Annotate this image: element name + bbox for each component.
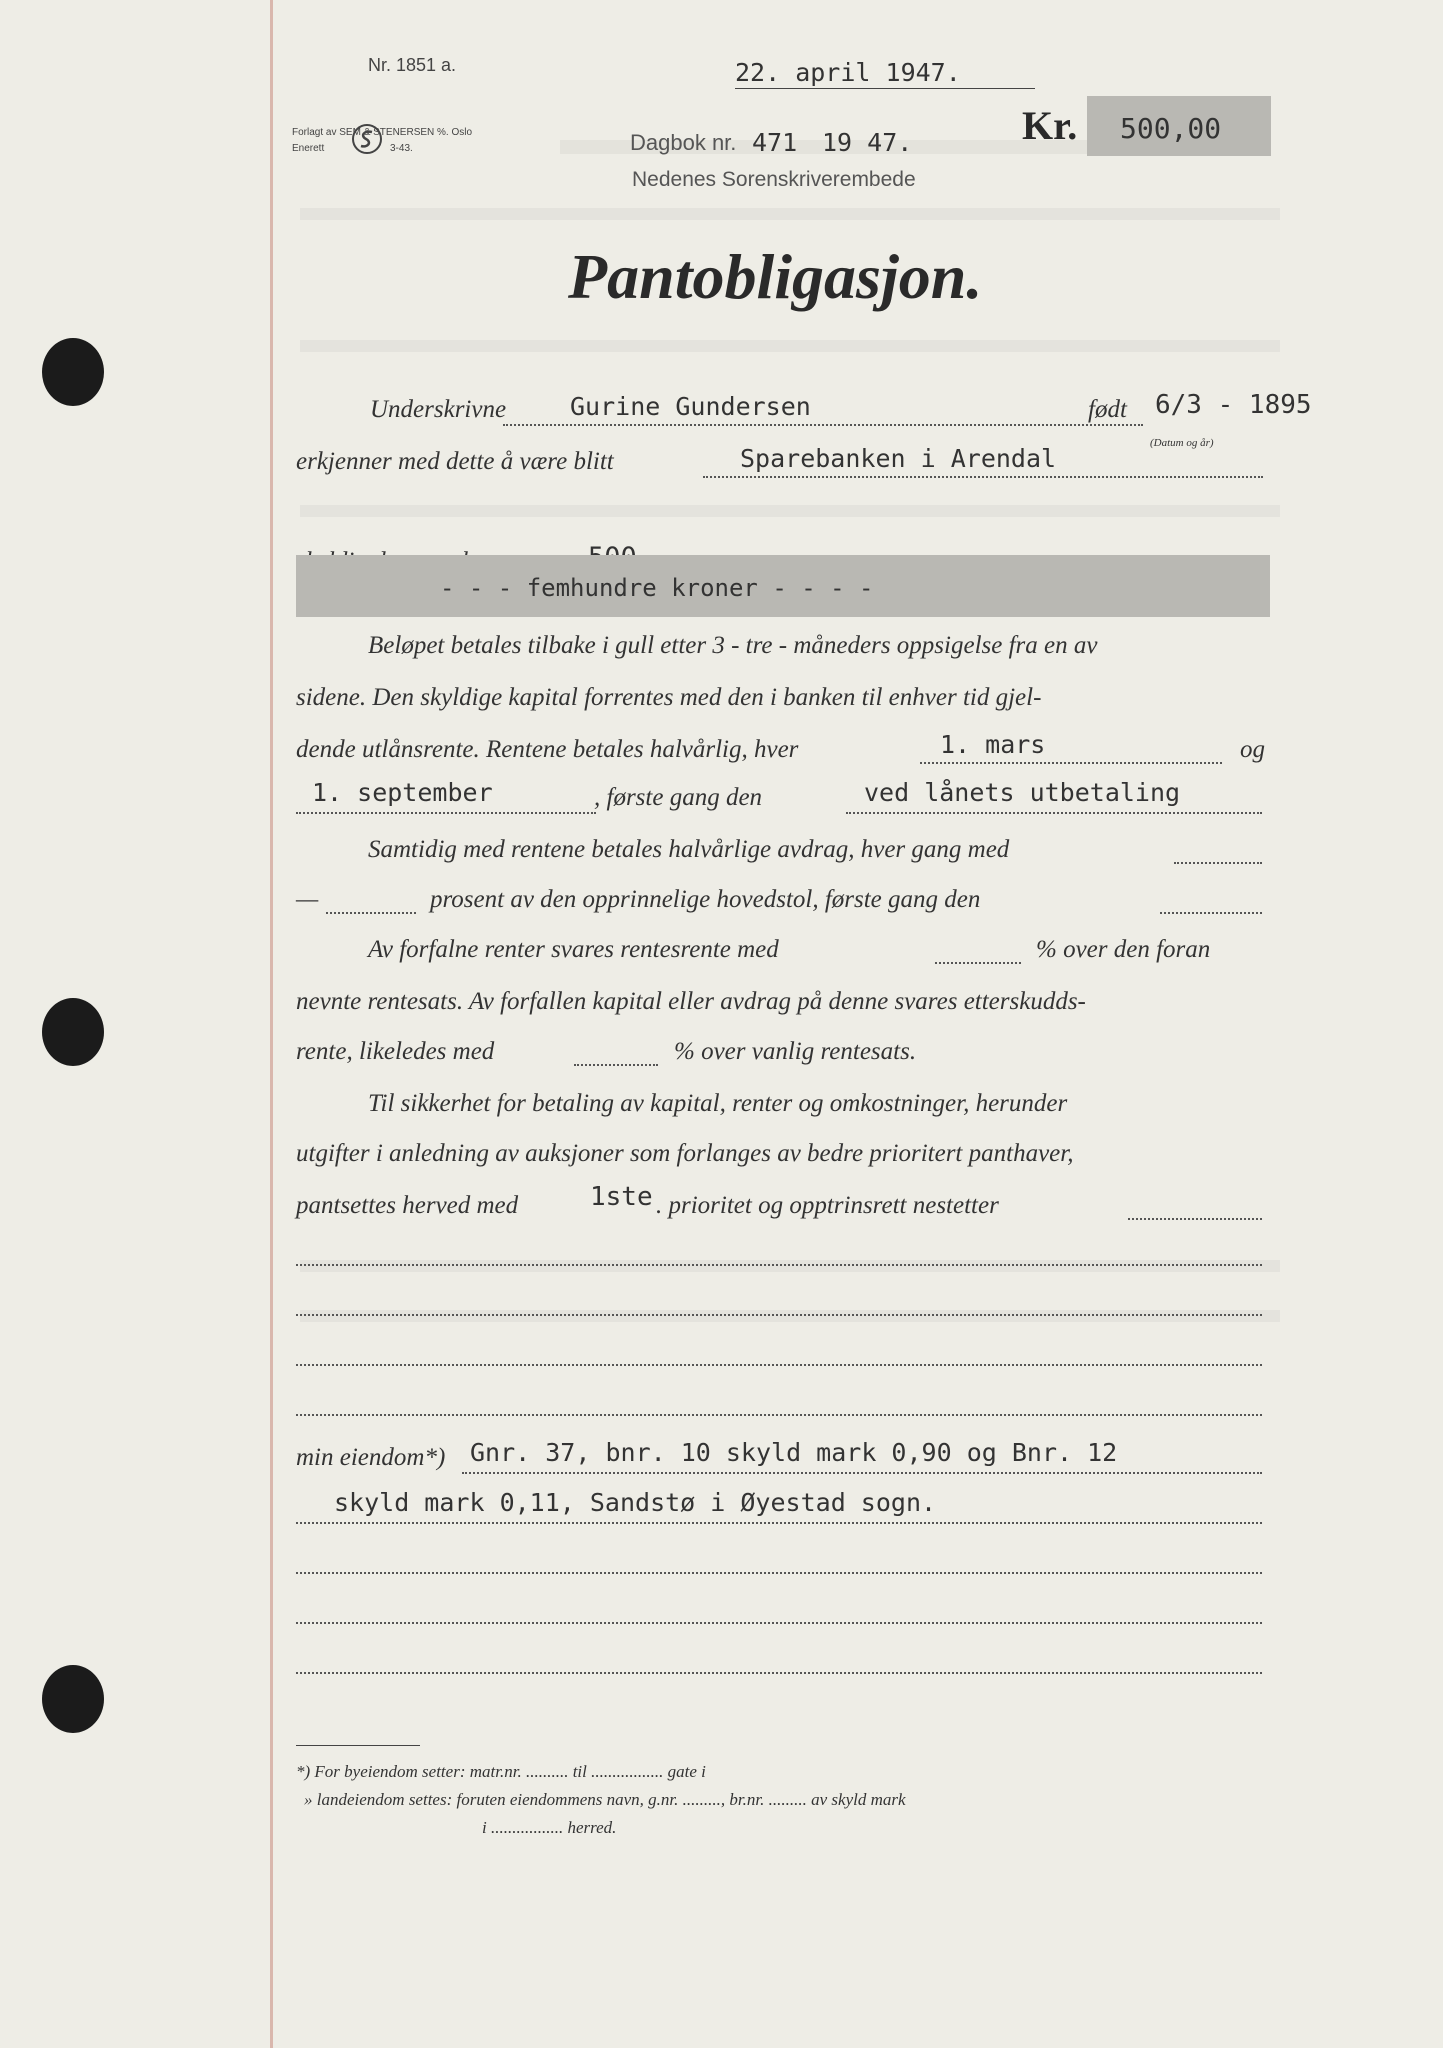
underskrivne-label: Underskrivne	[370, 396, 507, 423]
kr-label: Kr.	[1022, 103, 1078, 148]
dotted-line	[296, 1670, 1262, 1674]
body-line: . prioritet og opptrinsrett nestetter	[656, 1192, 999, 1219]
property-line-1: Gnr. 37, bnr. 10 skyld mark 0,90 og Bnr. 12	[470, 1438, 1118, 1467]
body-line: utgifter i anledning av auksjoner som forlanges av bedre prioritert panthaver,	[296, 1140, 1074, 1167]
body-line: —	[296, 886, 319, 913]
amount-in-words: - - - femhundre kroner - - - -	[440, 574, 874, 602]
body-line: rente, likeledes med	[296, 1038, 495, 1065]
dotted-line	[296, 1362, 1262, 1366]
footnote-line: i ................. herred.	[482, 1818, 617, 1837]
publisher-line: Forlagt av SEM & STENERSEN %. Oslo	[292, 127, 473, 138]
dotted-line	[296, 1262, 1262, 1266]
body-line: nevnte rentesats. Av forfallen kapital eller avdrag på denne svares etterskudds-	[296, 988, 1086, 1015]
interest-date-2: 1. september	[312, 778, 493, 807]
priority-value: 1ste	[590, 1182, 653, 1212]
datum-hint: (Datum og år)	[1150, 437, 1214, 449]
dotted-line	[503, 422, 1143, 426]
footnote-line: *) For byeiendom setter: matr.nr. .......... til ................. gate i	[296, 1762, 706, 1781]
publisher-rights: Enerett	[292, 143, 325, 154]
body-line: Samtidig med rentene betales halvårlige avdrag, hver gang med	[368, 836, 1010, 863]
margin-line	[270, 0, 273, 2048]
first-payment: ved lånets utbetaling	[864, 778, 1181, 807]
body-line: Til sikkerhet for betaling av kapital, renter og omkostninger, herunder	[368, 1090, 1068, 1117]
body-line: Beløpet betales tilbake i gull etter 3 - tre - måneders oppsigelse fra en av	[368, 632, 1098, 659]
body-line: , første gang den	[594, 784, 763, 811]
dotted-line	[296, 1412, 1262, 1416]
dotted-line	[296, 1620, 1262, 1624]
punch-hole	[42, 1665, 104, 1733]
property-label: min eiendom*)	[296, 1444, 446, 1471]
document-title: Pantobligasjon.	[568, 241, 983, 312]
footnote-rule	[296, 1745, 420, 1746]
dotted-line	[920, 760, 1222, 764]
dotted-line	[296, 810, 596, 814]
dotted-line	[462, 1470, 1262, 1474]
creditor-name: Sparebanken i Arendal	[740, 444, 1057, 473]
debtor-name: Gurine Gundersen	[570, 392, 811, 421]
punch-hole	[42, 998, 104, 1066]
dagbok-year: 19 47.	[822, 128, 913, 157]
dotted-line	[296, 1570, 1262, 1574]
office-stamp: Nedenes Sorenskriverembede	[632, 168, 916, 191]
dotted-line	[1160, 910, 1262, 914]
body-line: og	[1240, 736, 1265, 763]
fodt-label: født	[1088, 396, 1127, 423]
dotted-line	[1128, 1216, 1262, 1220]
punch-hole	[42, 338, 104, 406]
body-line: Av forfalne renter svares rentesrente med	[368, 936, 779, 963]
form-number: Nr. 1851 a.	[368, 55, 457, 75]
footnote-line: » landeiendom settes: foruten eiendommens navn, g.nr. ........., br.nr. ......... av skyld mark	[304, 1790, 906, 1809]
interest-date-1: 1. mars	[940, 730, 1046, 759]
document-date: 22. april 1947.	[735, 58, 961, 87]
dotted-line	[846, 810, 1262, 814]
body-line: dende utlånsrente. Rentene betales halvårlig, hver	[296, 736, 799, 763]
dotted-line	[935, 960, 1021, 964]
date-underline	[735, 88, 1035, 89]
dagbok-label: Dagbok nr.	[630, 130, 737, 155]
dotted-line	[574, 1062, 658, 1066]
kr-amount: 500,00	[1120, 112, 1222, 145]
property-line-2: skyld mark 0,11, Sandstø i Øyestad sogn.	[334, 1488, 937, 1517]
dotted-line	[326, 910, 416, 914]
body-line: % over vanlig rentesats.	[674, 1038, 917, 1065]
publisher-logo-icon	[350, 122, 384, 156]
publisher-code: 3-43.	[390, 143, 413, 154]
dotted-line	[1174, 860, 1262, 864]
body-line: prosent av den opprinnelige hovedstol, første gang den	[430, 886, 981, 913]
erkjenner-label: erkjenner med dette å være blitt	[296, 448, 614, 475]
dotted-line	[296, 1312, 1262, 1316]
body-line: % over den foran	[1036, 936, 1211, 963]
dagbok-number: 471	[752, 128, 798, 157]
birth-date: 6/3 - 1895	[1155, 390, 1312, 420]
dotted-line	[296, 1520, 1262, 1524]
dotted-line	[703, 474, 1263, 478]
body-line: pantsettes herved med	[296, 1192, 519, 1219]
body-line: sidene. Den skyldige kapital forrentes med den i banken til enhver tid gjel-	[296, 684, 1042, 711]
